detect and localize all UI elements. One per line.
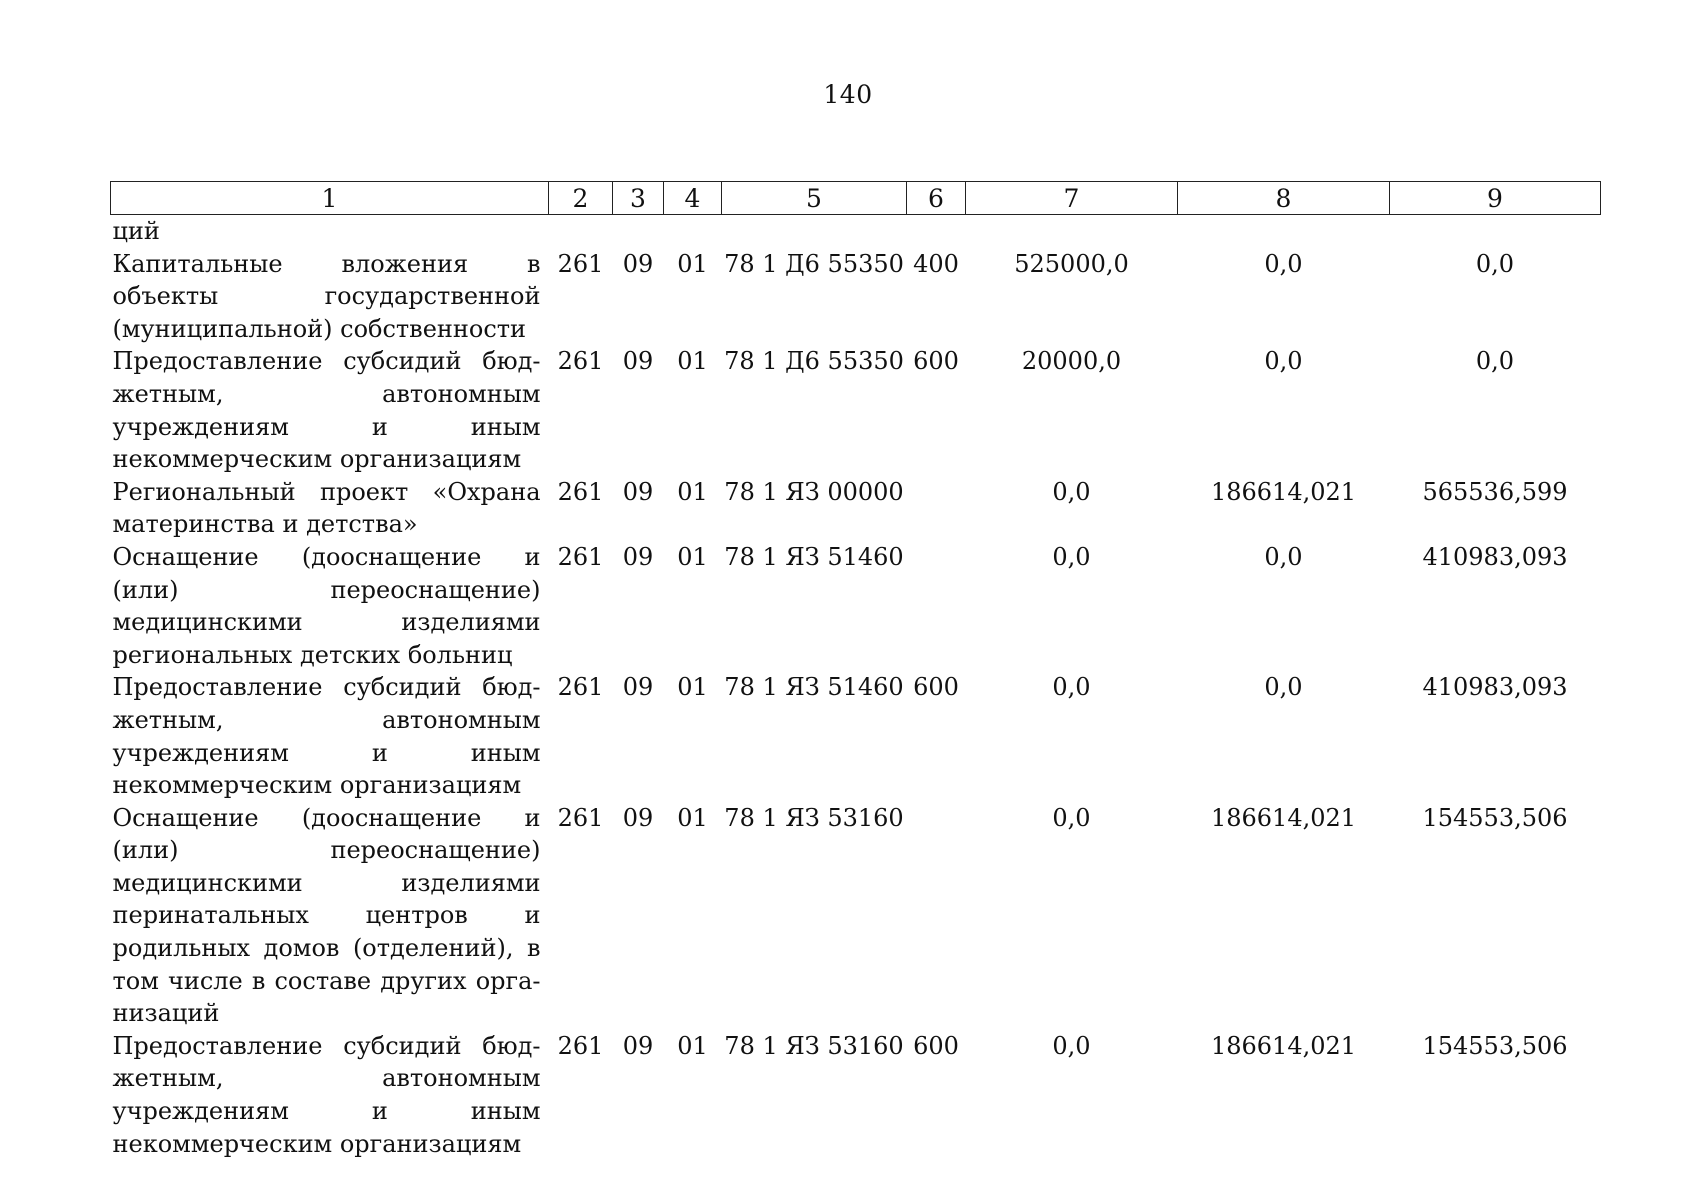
header-cell-2: 2 — [549, 182, 613, 215]
row-name: Оснащение (дооснащение и (или) переоснащение) медицинскими изделиями перинатальных центров и родильных домов (отделений), в том числе в составе других организаций — [112, 803, 541, 1028]
header-cell-5: 5 — [722, 182, 907, 215]
row-csr: 78 1 ЯЗ 51460 — [724, 542, 904, 571]
row-amount-3: 0,0 — [1475, 347, 1515, 376]
row-amount-3: 154553,506 — [1422, 1031, 1568, 1060]
row-csr: 78 1 ЯЗ 00000 — [724, 477, 904, 506]
row-vr: 600 — [913, 1031, 959, 1060]
budget-table — [110, 181, 1601, 1160]
row-name: Оснащение (дооснащение и (или) переоснащение) медицинскими изделиями региональных детских больниц — [112, 542, 541, 669]
row-amount-2: 0,0 — [1264, 347, 1303, 376]
table-row — [111, 345, 1601, 475]
row-amount-1: 0,0 — [1052, 542, 1091, 571]
row-rz: 09 — [622, 803, 654, 832]
row-vr: 400 — [913, 249, 959, 278]
row-csr: 78 1 ЯЗ 53160 — [724, 1031, 904, 1060]
row-amount-2: 186614,021 — [1210, 803, 1357, 832]
row-csr: 78 1 ЯЗ 53160 — [724, 803, 904, 832]
row-amount-3: 410983,093 — [1422, 673, 1568, 702]
table-row — [111, 476, 1601, 541]
row-amount-3: 154553,506 — [1422, 803, 1568, 832]
row-vr — [907, 476, 966, 541]
row-vr — [907, 541, 966, 671]
page-number: 140 — [823, 80, 873, 109]
row-name: Региональный проект «Охрана материнства и детства» — [112, 477, 541, 539]
row-rz: 09 — [622, 1031, 654, 1060]
row-amount-1: 0,0 — [1052, 477, 1091, 506]
header-cell-1: 1 — [111, 182, 549, 215]
row-vr: 600 — [913, 347, 959, 376]
row-amount-3: 565536,599 — [1422, 477, 1568, 506]
row-vr: 600 — [913, 673, 959, 702]
row-ved: 261 — [557, 803, 604, 832]
row-amount-2: 0,0 — [1264, 249, 1303, 278]
row-pr: 01 — [677, 803, 708, 832]
header-cell-7: 7 — [966, 182, 1178, 215]
row-amount-1: 0,0 — [1052, 1031, 1091, 1060]
row-pr: 01 — [677, 477, 708, 506]
row-rz: 09 — [622, 347, 654, 376]
row-pr: 01 — [677, 542, 708, 571]
table-row — [111, 541, 1601, 671]
row-pr: 01 — [677, 249, 708, 278]
row-amount-2: 186614,021 — [1210, 1031, 1357, 1060]
row-ved: 261 — [557, 477, 604, 506]
row-ved: 261 — [557, 347, 604, 376]
row-amount-3: 410983,093 — [1422, 542, 1568, 571]
row-rz: 09 — [622, 673, 654, 702]
table-row — [111, 248, 1601, 346]
row-name: Капитальные вложения в объекты государственной (муниципальной) собственности — [112, 249, 541, 343]
row-amount-2: 0,0 — [1264, 542, 1303, 571]
row-ved: 261 — [557, 249, 604, 278]
table-row — [111, 1030, 1601, 1160]
row-name: Предоставление субсидий бюджетным, автономным учреждениям и иным некоммерческим организациям — [112, 673, 541, 800]
row-csr: 78 1 ЯЗ 51460 — [724, 673, 904, 702]
table-row — [111, 671, 1601, 801]
row-pr: 01 — [677, 1031, 708, 1060]
row-amount-1: 525000,0 — [1014, 249, 1129, 278]
table-header — [111, 182, 1601, 215]
row-pr: 01 — [677, 673, 708, 702]
continuation-text: ций — [112, 217, 160, 245]
row-ved: 261 — [557, 542, 604, 571]
row-csr: 78 1 Д6 55350 — [724, 249, 904, 278]
header-cell-3: 3 — [613, 182, 664, 215]
row-rz: 09 — [622, 477, 654, 506]
row-name: Предоставление субсидий бюджетным, автономным учреждениям и иным некоммерческим организациям — [112, 1031, 541, 1158]
row-amount-1: 0,0 — [1052, 673, 1091, 702]
header-cell-4: 4 — [664, 182, 722, 215]
row-amount-1: 0,0 — [1052, 803, 1091, 832]
header-cell-9: 9 — [1390, 182, 1601, 215]
row-name: Предоставление субсидий бюджетным, автономным учреждениям и иным некоммерческим организациям — [112, 347, 541, 474]
row-amount-2: 0,0 — [1264, 673, 1303, 702]
row-ved: 261 — [557, 673, 604, 702]
row-amount-2: 186614,021 — [1210, 477, 1357, 506]
row-pr: 01 — [677, 347, 708, 376]
row-amount-1: 20000,0 — [1021, 347, 1122, 376]
row-rz: 09 — [622, 542, 654, 571]
row-csr: 78 1 Д6 55350 — [724, 347, 904, 376]
row-vr — [907, 802, 966, 1030]
table-row — [111, 802, 1601, 1030]
row-ved: 261 — [557, 1031, 604, 1060]
header-cell-6: 6 — [907, 182, 966, 215]
row-amount-3: 0,0 — [1475, 249, 1515, 278]
continuation-row — [111, 215, 1601, 248]
header-cell-8: 8 — [1178, 182, 1390, 215]
row-rz: 09 — [622, 249, 654, 278]
